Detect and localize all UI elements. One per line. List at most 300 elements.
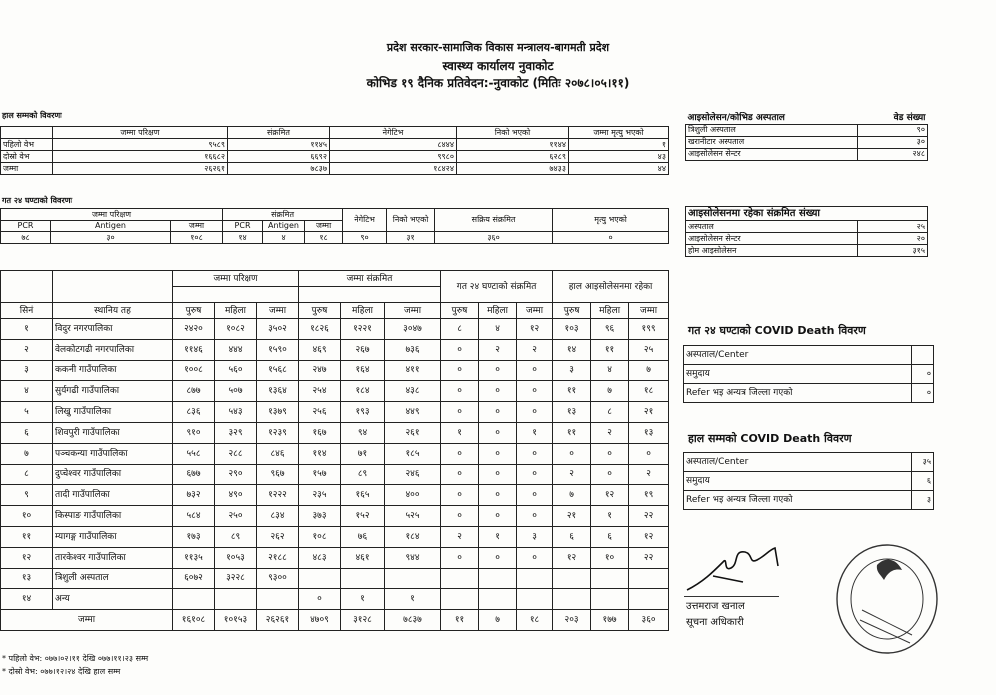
table-row: [686, 136, 928, 148]
table-cell: ४: [1, 381, 53, 402]
table-cell: ७: [591, 381, 629, 402]
h24-recovered: निको भएको: [387, 209, 435, 232]
officer-role: सूचना अधिकारी: [686, 617, 744, 628]
table-cell: ०: [517, 381, 553, 402]
table-cell: २: [517, 339, 553, 360]
table-cell: त्रिशुली अस्पताल: [53, 568, 173, 589]
row-label: Refer भइ अन्यत्र जिल्ला गएको: [684, 384, 912, 403]
table-row: [1, 151, 669, 163]
table-cell: ०: [517, 547, 553, 568]
table-cell: ०: [591, 464, 629, 485]
table-cell: ७३२: [173, 485, 215, 506]
table-cell: १५९०: [257, 339, 299, 360]
table-cell: १३: [629, 422, 669, 443]
table-cell: ८: [1, 464, 53, 485]
h-test: जम्मा परिक्षण: [173, 271, 299, 287]
row-label: अस्पताल/Center: [684, 346, 912, 365]
table-cell: १७७: [591, 610, 629, 631]
table-cell: ६: [1, 422, 53, 443]
column-header: पुरुष: [299, 303, 341, 319]
report-title: कोभिड १९ दैनिक प्रतिवेदन:-नुवाकोट (मितिः २०७८।०५।११): [366, 76, 630, 90]
table-cell: ४८३: [299, 547, 341, 568]
table-cell: अन्य: [53, 589, 173, 610]
death-total-table: [683, 452, 934, 510]
table-cell: ६६९२: [228, 151, 330, 163]
table-cell: ९०: [343, 232, 387, 244]
row-value: ६: [912, 472, 934, 491]
table-row: [1, 568, 669, 589]
table-cell: ८९: [215, 526, 257, 547]
table-row: [1, 589, 669, 610]
table-cell: १९९: [629, 319, 669, 340]
table-cell: १९: [629, 485, 669, 506]
table-cell: दोस्रो वेभ: [1, 151, 53, 163]
isolation-title: आइसोलेसनमा रहेका संक्रमित संख्या: [686, 207, 928, 221]
h24-deaths: मृत्यु भएको: [553, 209, 669, 232]
h-sn: सिनं: [1, 303, 53, 319]
table-cell: [479, 589, 517, 610]
table-cell: ९९८०: [330, 151, 457, 163]
isolation-table: [685, 206, 928, 257]
table-cell: ककनी गाउँपालिका: [53, 360, 173, 381]
table-cell: १९३: [341, 402, 385, 423]
table-row: [1, 360, 669, 381]
h-infected: जम्मा संक्रमित: [299, 271, 441, 287]
table-cell: ४७०९: [299, 610, 341, 631]
table-cell: ५५८: [173, 443, 215, 464]
sub-total: जम्मा: [305, 221, 343, 232]
table-cell: १६६८२: [53, 151, 228, 163]
column-header: जम्मा: [629, 303, 669, 319]
column-header: निको भएको: [457, 127, 569, 139]
row-value: ०: [912, 384, 934, 403]
row-label: समुदाय: [684, 472, 912, 491]
table-row: [686, 233, 928, 245]
table-row: [1, 506, 669, 527]
table-row: [1, 464, 669, 485]
table-row: [1, 319, 669, 340]
row-value: ३१५: [858, 245, 928, 257]
table-cell: ८३६: [173, 402, 215, 423]
table-cell: ०: [629, 443, 669, 464]
table-cell: ७८३७: [228, 163, 330, 175]
table-cell: ३६०: [629, 610, 669, 631]
table-cell: १४: [553, 339, 591, 360]
table-cell: १: [517, 422, 553, 443]
table-cell: दुप्चेश्वर गाउँपालिका: [53, 464, 173, 485]
table-cell: १००८: [173, 360, 215, 381]
table-cell: ०: [479, 464, 517, 485]
last24-title: गत २४ घण्टाको विवरणः: [2, 196, 73, 205]
table-cell: २९०: [215, 464, 257, 485]
table-cell: ६: [553, 526, 591, 547]
table-cell: २६२६१: [257, 610, 299, 631]
column-header: जम्मा मृत्यु भएको: [569, 127, 669, 139]
table-cell: ४: [479, 319, 517, 340]
table-row: [684, 384, 934, 403]
table-cell: ७८३७: [385, 610, 441, 631]
table-cell: १२२२: [257, 485, 299, 506]
table-cell: १: [441, 422, 479, 443]
table-cell: ०: [479, 443, 517, 464]
table-cell: २५६: [299, 402, 341, 423]
table-cell: ०: [479, 360, 517, 381]
table-cell: १५२: [341, 506, 385, 527]
table-cell: सुर्यगढी गाउँपालिका: [53, 381, 173, 402]
table-cell: ०: [479, 381, 517, 402]
table-cell: ८: [591, 402, 629, 423]
table-cell: २३५: [299, 485, 341, 506]
column-header: महिला: [215, 303, 257, 319]
table-cell: २: [553, 464, 591, 485]
table-row: [684, 365, 934, 384]
table-cell: ८४४४: [330, 139, 457, 151]
table-cell: वेलकोटगढी नगरपालिका: [53, 339, 173, 360]
note-wave1: * पहिलो वेभ: ०७७।०२।११ देखि ०७७।११।२३ सम्म: [2, 654, 149, 663]
table-row: [1, 232, 669, 244]
table-cell: २६२: [257, 526, 299, 547]
table-cell: [299, 568, 341, 589]
table-cell: ११४६: [173, 339, 215, 360]
table-cell: २: [1, 339, 53, 360]
table-row: [684, 472, 934, 491]
table-cell: ३१२८: [341, 610, 385, 631]
table-cell: ४११: [385, 360, 441, 381]
death24-title: गत २४ घण्टाको COVID Death विवरण: [688, 324, 866, 337]
table-cell: १२३९: [257, 422, 299, 443]
table-cell: ०: [299, 589, 341, 610]
table-cell: ६२८९: [457, 151, 569, 163]
table-cell: विदुर नगरपालिका: [53, 319, 173, 340]
table-cell: ११: [553, 381, 591, 402]
row-label: समुदाय: [684, 365, 912, 384]
column-header: नेगेटिभ: [330, 127, 457, 139]
table-cell: ०: [441, 464, 479, 485]
table-cell: ९६: [591, 319, 629, 340]
row-label: अस्पताल: [686, 221, 858, 233]
table-cell: १८: [305, 232, 343, 244]
table-cell: १२: [517, 319, 553, 340]
table-cell: १२: [591, 485, 629, 506]
table-cell: १८४२४: [330, 163, 457, 175]
table-cell: तादी गाउँपालिका: [53, 485, 173, 506]
column-header: जम्मा: [257, 303, 299, 319]
table-cell: ३०४७: [385, 319, 441, 340]
column-header: जम्मा परिक्षण: [53, 127, 228, 139]
table-cell: ०: [441, 547, 479, 568]
row-label: Refer भइ अन्यत्र जिल्ला गएको: [684, 491, 912, 510]
column-header: जम्मा: [517, 303, 553, 319]
table-cell: ४३: [569, 151, 669, 163]
column-header: [1, 127, 53, 139]
table-cell: ९३००: [257, 568, 299, 589]
table-cell: ५४३: [215, 402, 257, 423]
table-cell: ९४४: [385, 547, 441, 568]
last24-table: [0, 208, 669, 244]
table-cell: १६४: [341, 360, 385, 381]
table-cell: १८२६: [299, 319, 341, 340]
table-cell: [629, 589, 669, 610]
table-cell: ०: [441, 506, 479, 527]
table-cell: ४४९: [385, 402, 441, 423]
table-cell: २५०: [215, 506, 257, 527]
table-cell: [591, 568, 629, 589]
table-cell: ६: [591, 526, 629, 547]
column-header: जम्मा: [385, 303, 441, 319]
table-cell: ३५०२: [257, 319, 299, 340]
table-cell: [517, 568, 553, 589]
signature-scribble: [683, 542, 793, 597]
death24-table: [683, 345, 934, 403]
table-cell: ११४४: [457, 139, 569, 151]
column-header: संक्रमित: [228, 127, 330, 139]
table-cell: १७३: [173, 526, 215, 547]
table-cell: २१८८: [257, 547, 299, 568]
table-row: [686, 124, 928, 136]
table-cell: ७: [1, 443, 53, 464]
h24-negative: नेगेटिभ: [343, 209, 387, 232]
table-cell: ३७३: [299, 506, 341, 527]
sub-antigen: Antigen: [263, 221, 305, 232]
table-cell: १: [479, 526, 517, 547]
h24-test: जम्मा परिक्षण: [1, 209, 223, 221]
table-cell: १६१०८: [173, 610, 215, 631]
sub-pcr: PCR: [223, 221, 263, 232]
table-cell: २: [441, 526, 479, 547]
table-cell: ४००: [385, 485, 441, 506]
hospitals-table: [685, 112, 928, 161]
table-cell: १०१५३: [215, 610, 257, 631]
table-cell: १८: [517, 610, 553, 631]
column-header: महिला: [591, 303, 629, 319]
table-cell: ८३४: [257, 506, 299, 527]
row-label: त्रिशुली अस्पताल: [686, 124, 858, 136]
table-cell: ८७७: [173, 381, 215, 402]
table-cell: २२: [629, 547, 669, 568]
table-cell: ०: [441, 360, 479, 381]
table-cell: तारकेश्वर गाउँपालिका: [53, 547, 173, 568]
table-cell: ०: [479, 402, 517, 423]
table-cell: १: [569, 139, 669, 151]
table-cell: ११: [553, 422, 591, 443]
table-cell: ०: [553, 232, 669, 244]
table-cell: ०: [553, 443, 591, 464]
table-cell: ३: [553, 360, 591, 381]
table-cell: ८: [441, 319, 479, 340]
row-label: खरानीटार अस्पताल: [686, 136, 858, 148]
table-cell: १५६८: [257, 360, 299, 381]
table-cell: १३: [1, 568, 53, 589]
table-cell: ३१: [387, 232, 435, 244]
table-cell: ९४: [341, 422, 385, 443]
table-cell: १०८: [299, 526, 341, 547]
h24-infected: संक्रमित: [223, 209, 343, 221]
total-row: [1, 610, 669, 631]
table-cell: ०: [517, 443, 553, 464]
table-cell: ७८: [1, 232, 51, 244]
row-value: [912, 346, 934, 365]
table-cell: पहिलो वेभ: [1, 139, 53, 151]
locations-table: [0, 270, 669, 631]
table-cell: [629, 568, 669, 589]
table-cell: ८९: [341, 464, 385, 485]
table-cell: १: [591, 506, 629, 527]
table-cell: १३७९: [257, 402, 299, 423]
table-row: [686, 148, 928, 160]
row-label: होम आइसोलेसन: [686, 245, 858, 257]
table-cell: १०८२: [215, 319, 257, 340]
table-cell: १२२१: [341, 319, 385, 340]
column-header: पुरुष: [553, 303, 591, 319]
officer-name: उत्तमराज खनाल: [686, 601, 745, 612]
table-row: [1, 381, 669, 402]
table-row: [1, 339, 669, 360]
beds-label: वेड संख्या: [893, 112, 926, 123]
table-cell: ११: [591, 339, 629, 360]
column-header: पुरुष: [441, 303, 479, 319]
table-cell: [257, 589, 299, 610]
table-cell: ४४४: [215, 339, 257, 360]
table-cell: ६०७२: [173, 568, 215, 589]
table-cell: ५: [1, 402, 53, 423]
table-cell: १८: [629, 381, 669, 402]
row-value: २०: [858, 233, 928, 245]
table-cell: १५७: [299, 464, 341, 485]
table-cell: [341, 568, 385, 589]
table-cell: [441, 568, 479, 589]
table-cell: १: [1, 319, 53, 340]
table-cell: ०: [479, 506, 517, 527]
table-cell: ५८४: [173, 506, 215, 527]
table-cell: १०५३: [215, 547, 257, 568]
table-cell: १२: [629, 526, 669, 547]
table-cell: ३०: [51, 232, 171, 244]
h-last24: गत २४ घण्टाको संक्रमित: [441, 271, 553, 303]
table-cell: ११: [441, 610, 479, 631]
table-cell: ७४३३: [457, 163, 569, 175]
table-cell: [385, 568, 441, 589]
table-cell: ९५८९: [53, 139, 228, 151]
table-cell: ९१०: [173, 422, 215, 443]
table-cell: ११४: [299, 443, 341, 464]
table-cell: ३: [1, 360, 53, 381]
table-cell: १२: [553, 547, 591, 568]
table-cell: ७६: [341, 526, 385, 547]
table-cell: शिवपुरी गाउँपालिका: [53, 422, 173, 443]
table-cell: २२: [629, 506, 669, 527]
table-cell: १: [385, 589, 441, 610]
table-cell: ०: [517, 464, 553, 485]
row-label: अस्पताल/Center: [684, 453, 912, 472]
table-cell: ४: [591, 360, 629, 381]
row-value: ९०: [858, 124, 928, 136]
table-cell: ०: [591, 443, 629, 464]
table-row: [686, 221, 928, 233]
table-cell: ०: [441, 402, 479, 423]
table-cell: ०: [517, 402, 553, 423]
table-cell: ०: [441, 339, 479, 360]
office-title: स्वास्थ्य कार्यालय नुवाकोट: [442, 59, 554, 73]
table-cell: १४: [1, 589, 53, 610]
table-cell: २: [591, 422, 629, 443]
table-cell: ५०७: [215, 381, 257, 402]
table-cell: पञ्चकन्या गाउँपालिका: [53, 443, 173, 464]
table-cell: [553, 589, 591, 610]
cumulative-title: हाल सम्मको विवरणः: [2, 111, 62, 120]
table-header-row: [1, 127, 669, 139]
row-value: ३०: [858, 136, 928, 148]
table-cell: ४९०: [215, 485, 257, 506]
table-cell: जम्मा: [1, 163, 53, 175]
table-cell: १०: [591, 547, 629, 568]
table-cell: ०: [441, 381, 479, 402]
table-cell: ७१: [341, 443, 385, 464]
table-cell: १३६४: [257, 381, 299, 402]
table-cell: ०: [517, 506, 553, 527]
table-cell: ४: [263, 232, 305, 244]
table-cell: किस्पाङ गाउँपालिका: [53, 506, 173, 527]
table-cell: २: [629, 464, 669, 485]
table-cell: १८४: [385, 526, 441, 547]
ministry-title: प्रदेश सरकार-सामाजिक विकास मन्त्रालय-बागमती प्रदेश: [386, 41, 610, 54]
table-cell: [479, 568, 517, 589]
row-value: ३: [912, 491, 934, 510]
table-cell: ०: [517, 485, 553, 506]
h-current: हाल आइसोलेसनमा रहेका: [553, 271, 669, 303]
hospitals-title: आइसोलेसन/कोभिड अस्पताल: [687, 112, 785, 123]
table-cell: ११३५: [173, 547, 215, 568]
table-cell: २६१: [385, 422, 441, 443]
table-row: [684, 346, 934, 365]
table-cell: [553, 568, 591, 589]
table-cell: ४३८: [385, 381, 441, 402]
table-cell: १३: [553, 402, 591, 423]
table-cell: ०: [441, 485, 479, 506]
table-cell: २१: [553, 506, 591, 527]
row-value: ०: [912, 365, 934, 384]
h-local: स्थानिय तह: [53, 303, 173, 319]
table-cell: १६५: [341, 485, 385, 506]
table-row: [1, 443, 669, 464]
table-cell: २८८: [215, 443, 257, 464]
table-cell: म्यागङ्ग गाउँपालिका: [53, 526, 173, 547]
table-cell: २६२६१: [53, 163, 228, 175]
table-cell: ११: [1, 526, 53, 547]
death-total-title: हाल सम्मको COVID Death विवरण: [688, 432, 852, 445]
cumulative-table: [0, 126, 669, 175]
row-label: आइसोलेसन सेन्टर: [686, 233, 858, 245]
note-wave2: * दोस्रो वेभ: ०७७।१२।२४ देखि हाल सम्म: [2, 667, 121, 676]
column-header: महिला: [341, 303, 385, 319]
table-cell: ६७७: [173, 464, 215, 485]
table-cell: ३: [517, 526, 553, 547]
table-row: [1, 547, 669, 568]
column-header: पुरुष: [173, 303, 215, 319]
table-cell: जम्मा: [1, 610, 173, 631]
table-cell: [517, 589, 553, 610]
table-row: [1, 402, 669, 423]
column-header: महिला: [479, 303, 517, 319]
table-cell: २१: [629, 402, 669, 423]
table-cell: ५२५: [385, 506, 441, 527]
table-cell: [215, 589, 257, 610]
table-cell: ०: [441, 443, 479, 464]
table-row: [1, 163, 669, 175]
table-cell: २४७: [299, 360, 341, 381]
table-cell: ४६१: [341, 547, 385, 568]
row-value: २४८: [858, 148, 928, 160]
table-cell: ०: [479, 485, 517, 506]
